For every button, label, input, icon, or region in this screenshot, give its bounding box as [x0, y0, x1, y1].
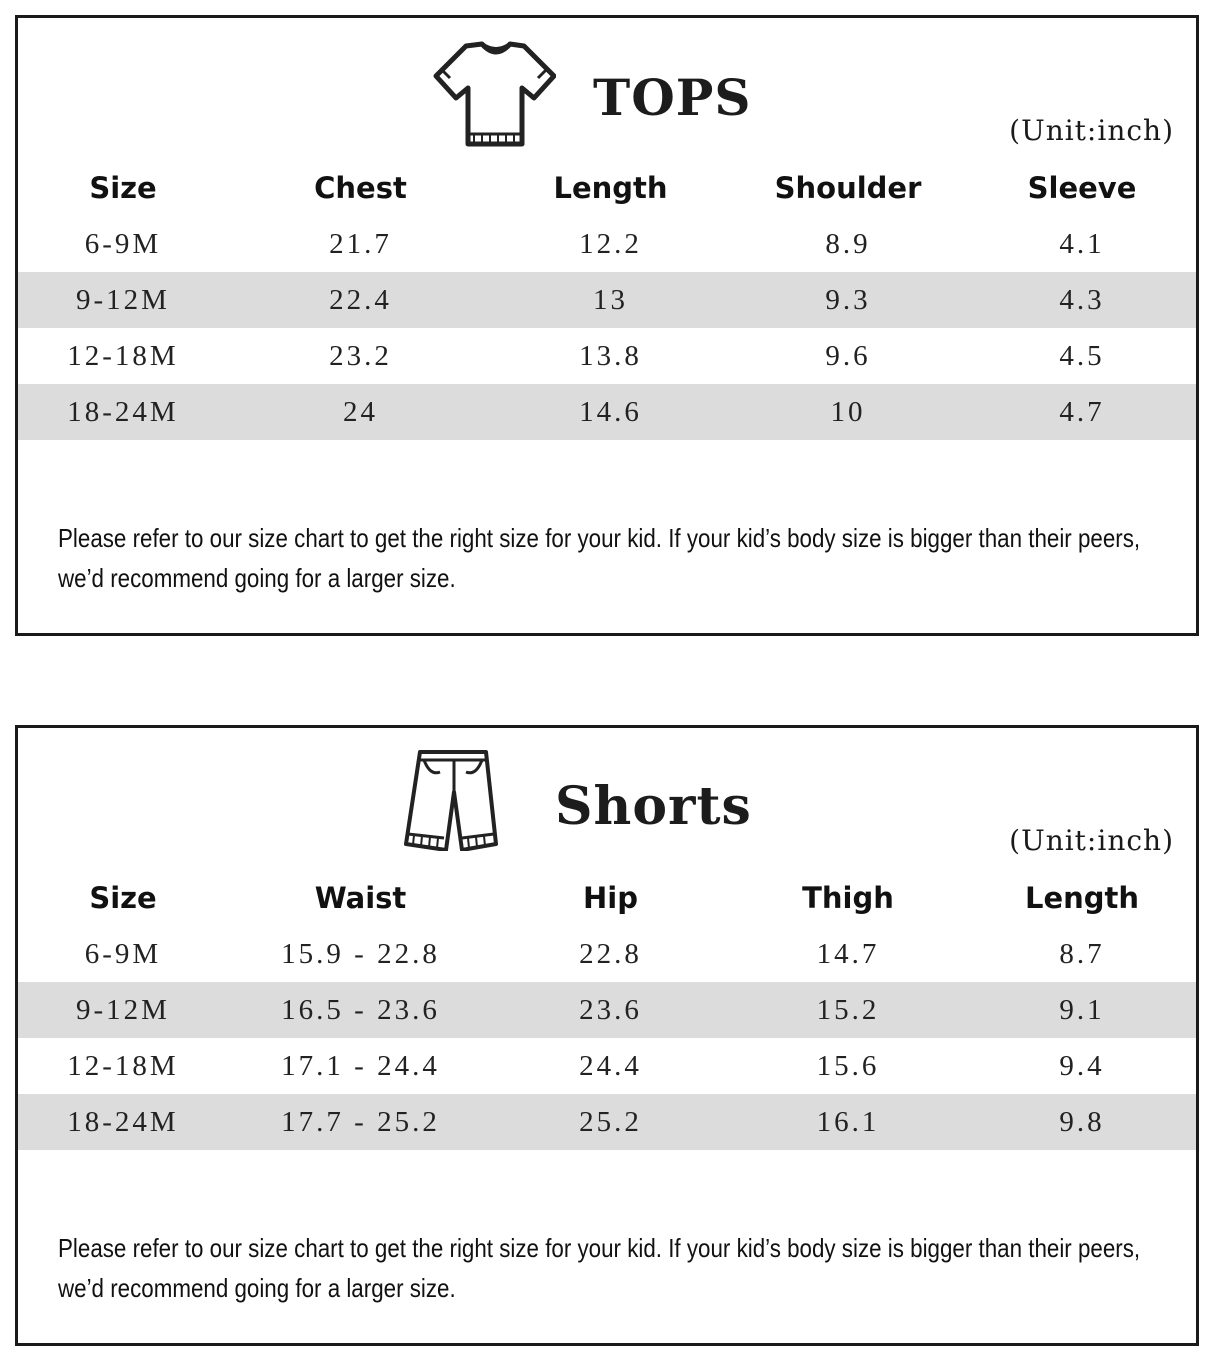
table-row	[18, 926, 1196, 982]
table-cell: 15.2	[728, 982, 968, 1038]
table-cell: 22.4	[228, 272, 493, 328]
table-cell: 12-18M	[67, 339, 179, 372]
table-row	[18, 1094, 1196, 1150]
tops-size-table	[18, 160, 1196, 440]
table-cell: 12.2	[579, 227, 642, 260]
tops-size-note: Please refer to our size chart to get the right size for your kid. If your kid’s body size is bigger than their peers, we’d recommend going for a larger size.	[58, 523, 1141, 593]
table-cell: 9-12M	[18, 982, 228, 1038]
table-cell: 13.8	[579, 339, 642, 372]
table-cell: 16.5 - 23.6	[228, 982, 493, 1038]
table-cell: 25.2	[493, 1094, 728, 1150]
table-row	[18, 384, 1196, 440]
shorts-unit-label: (Unit:inch)	[1009, 824, 1174, 857]
table-cell: 9.3	[728, 272, 968, 328]
table-cell: 9.4	[1059, 1049, 1105, 1082]
column-header: Chest	[314, 171, 407, 205]
table-cell: 17.1 - 24.4	[281, 1049, 440, 1082]
table-row	[18, 272, 1196, 328]
table-cell: 16.1	[728, 1094, 968, 1150]
table-cell: 6-9M	[84, 227, 162, 260]
table-cell: 18-24M	[18, 384, 228, 440]
table-cell: 24	[228, 384, 493, 440]
table-cell: 9.8	[968, 1094, 1196, 1150]
column-header: Length	[1024, 881, 1140, 915]
shorts-size-table	[18, 870, 1196, 1150]
column-header: Sleeve	[1027, 171, 1137, 205]
table-row	[18, 328, 1196, 384]
column-header: Size	[89, 881, 157, 915]
table-cell: 6-9M	[84, 937, 162, 970]
table-cell: 23.6	[493, 982, 728, 1038]
column-header: Length	[553, 171, 668, 205]
table-cell: 9-12M	[18, 272, 228, 328]
table-cell: 15.6	[816, 1049, 880, 1082]
table-cell: 8.7	[1059, 937, 1105, 970]
column-header: Shoulder	[774, 171, 922, 205]
tops-size-chart	[15, 15, 1199, 636]
shorts-title: Shorts	[555, 776, 752, 837]
table-cell: 14.6	[493, 384, 728, 440]
table-cell: 18-24M	[18, 1094, 228, 1150]
table-cell: 21.7	[329, 227, 392, 260]
table-cell: 9.6	[825, 339, 871, 372]
table-cell: 14.7	[816, 937, 880, 970]
tops-title: TOPS	[593, 68, 752, 127]
table-cell: 4.7	[968, 384, 1196, 440]
shorts-size-chart	[15, 725, 1199, 1346]
column-header: Hip	[583, 881, 638, 915]
table-cell: 22.8	[579, 937, 642, 970]
table-cell: 4.5	[1059, 339, 1105, 372]
table-cell: 12-18M	[67, 1049, 179, 1082]
table-row	[18, 216, 1196, 272]
table-cell: 4.1	[1059, 227, 1105, 260]
table-cell: 24.4	[579, 1049, 642, 1082]
shorts-size-note: Please refer to our size chart to get the right size for your kid. If your kid’s body size is bigger than their peers, we’d recommend going for a larger size.	[58, 1233, 1141, 1303]
table-header-row	[18, 870, 1196, 926]
table-cell: 10	[728, 384, 968, 440]
table-cell: 17.7 - 25.2	[228, 1094, 493, 1150]
table-cell: 23.2	[329, 339, 392, 372]
column-header: Waist	[314, 881, 407, 915]
table-row	[18, 982, 1196, 1038]
column-header: Size	[89, 171, 157, 205]
table-cell: 8.9	[825, 227, 871, 260]
table-row	[18, 1038, 1196, 1094]
table-cell: 4.3	[968, 272, 1196, 328]
tshirt-icon	[426, 36, 556, 151]
table-cell: 13	[493, 272, 728, 328]
table-header-row	[18, 160, 1196, 216]
column-header: Thigh	[802, 881, 894, 915]
shorts-icon	[400, 746, 500, 851]
table-cell: 15.9 - 22.8	[281, 937, 440, 970]
table-cell: 9.1	[968, 982, 1196, 1038]
tops-unit-label: (Unit:inch)	[1009, 114, 1174, 147]
